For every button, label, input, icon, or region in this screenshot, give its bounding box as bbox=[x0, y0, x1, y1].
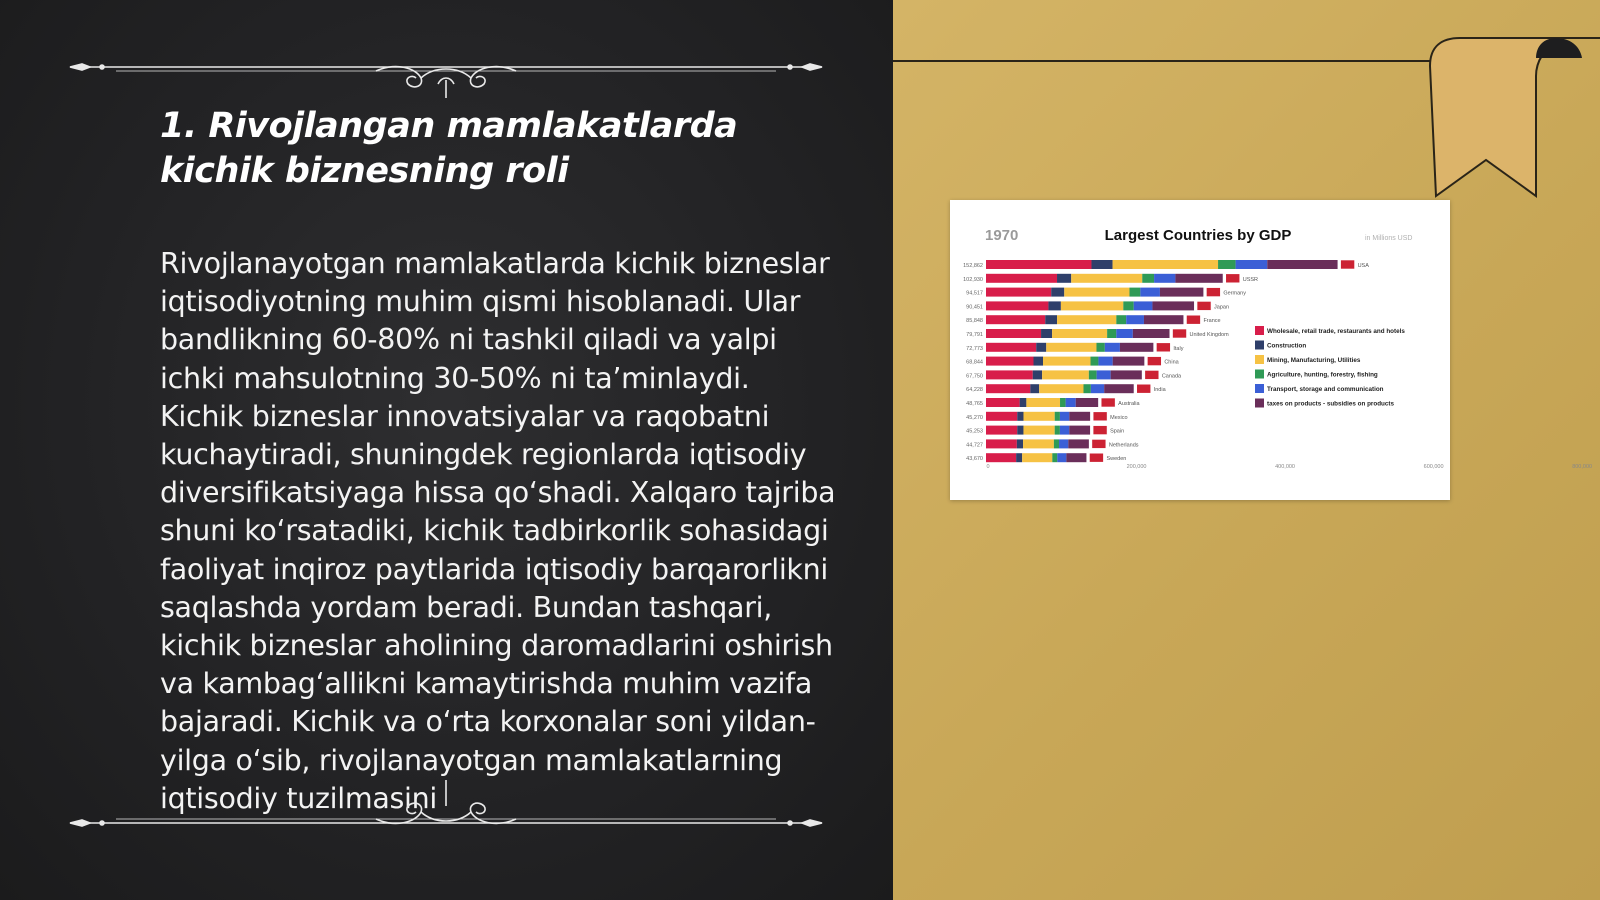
bar-segment bbox=[1068, 439, 1089, 448]
bar-segment bbox=[1054, 439, 1059, 448]
bar-segment bbox=[1113, 260, 1218, 269]
country-label: France bbox=[1203, 318, 1221, 325]
bar-segment bbox=[986, 274, 1057, 283]
bar-segment bbox=[1060, 398, 1066, 407]
country-flag bbox=[1101, 398, 1115, 407]
country-flag bbox=[1093, 426, 1107, 435]
country-label: United Kingdom bbox=[1189, 332, 1229, 338]
x-tick-label: 400,000 bbox=[1275, 464, 1296, 470]
bar-segment bbox=[1267, 260, 1337, 269]
country-label: India bbox=[1153, 387, 1166, 394]
bar-segment bbox=[1017, 426, 1023, 435]
bar-segment bbox=[1096, 343, 1104, 352]
x-tick-label: 600,000 bbox=[1423, 464, 1444, 470]
bar-segment bbox=[1052, 329, 1107, 338]
bar-segment bbox=[1116, 329, 1133, 338]
bar-segment bbox=[986, 357, 1034, 366]
country-label: Sweden bbox=[1106, 456, 1127, 463]
bar-value-label: 85,848 bbox=[966, 318, 983, 325]
bar-segment bbox=[986, 343, 1036, 352]
bar-segment bbox=[1057, 274, 1071, 283]
bar-segment bbox=[1057, 453, 1066, 462]
legend-swatch bbox=[1255, 384, 1264, 393]
bar-segment bbox=[1071, 274, 1142, 283]
country-label: Australia bbox=[1118, 401, 1140, 407]
bar-segment bbox=[1023, 426, 1054, 435]
country-flag bbox=[1147, 357, 1161, 366]
bar-segment bbox=[1126, 315, 1144, 324]
legend-swatch bbox=[1255, 326, 1264, 335]
bar-segment bbox=[986, 370, 1033, 379]
bar-segment bbox=[1048, 301, 1060, 310]
bar-segment bbox=[1046, 343, 1096, 352]
bar-segment bbox=[1218, 260, 1236, 269]
country-flag bbox=[1341, 260, 1355, 269]
bar-segment bbox=[1030, 384, 1039, 393]
country-flag bbox=[1173, 329, 1187, 338]
bar-value-label: 45,253 bbox=[966, 428, 983, 435]
legend-label: Construction bbox=[1267, 342, 1307, 350]
gdp-chart-image bbox=[950, 200, 1593, 500]
bar-value-label: 152,862 bbox=[963, 263, 983, 269]
bar-segment bbox=[1051, 288, 1064, 297]
bar-value-label: 44,727 bbox=[966, 442, 983, 449]
bar-segment bbox=[1033, 370, 1042, 379]
ornament-top bbox=[66, 40, 826, 100]
bar-segment bbox=[1089, 370, 1097, 379]
legend-swatch bbox=[1255, 355, 1264, 364]
bar-segment bbox=[1061, 301, 1123, 310]
bar-segment bbox=[1055, 412, 1060, 421]
chart-title: Largest Countries by GDP bbox=[1104, 227, 1292, 244]
bar-segment bbox=[1236, 260, 1268, 269]
legend-label: Agriculture, hunting, forestry, fishing bbox=[1267, 371, 1378, 379]
bar-segment bbox=[1111, 370, 1142, 379]
bar-segment bbox=[1020, 398, 1027, 407]
bar-segment bbox=[1016, 453, 1022, 462]
country-label: Italy bbox=[1173, 345, 1184, 352]
country-flag bbox=[1145, 370, 1159, 379]
bar-segment bbox=[1123, 301, 1133, 310]
bar-value-label: 43,670 bbox=[966, 456, 983, 463]
bar-segment bbox=[1120, 343, 1153, 352]
country-flag bbox=[1092, 439, 1106, 448]
x-tick-label: 0 bbox=[986, 464, 990, 470]
country-flag bbox=[1093, 412, 1107, 421]
bar-segment bbox=[1055, 426, 1060, 435]
bar-segment bbox=[1069, 412, 1090, 421]
bar-segment bbox=[1160, 288, 1203, 297]
country-flag bbox=[1206, 288, 1220, 297]
bar-segment bbox=[1133, 329, 1170, 338]
bar-segment bbox=[1023, 412, 1054, 421]
divider-line bbox=[893, 60, 1445, 62]
country-flag bbox=[1089, 453, 1103, 462]
bar-value-label: 68,844 bbox=[966, 359, 983, 366]
bookmark-ribbon bbox=[1430, 36, 1600, 200]
bar-segment bbox=[1022, 453, 1052, 462]
bar-value-label: 102,930 bbox=[963, 276, 983, 283]
bar-segment bbox=[1107, 329, 1116, 338]
bar-segment bbox=[986, 412, 1017, 421]
ornament-bottom bbox=[66, 776, 826, 836]
bar-value-label: 79,791 bbox=[966, 332, 983, 338]
legend-label: Wholesale, retail trade, restaurants and hotels bbox=[1267, 328, 1405, 335]
country-flag bbox=[1226, 274, 1240, 283]
bar-segment bbox=[1113, 357, 1145, 366]
bar-segment bbox=[1039, 384, 1083, 393]
country-label: Mexico bbox=[1110, 414, 1128, 421]
bar-segment bbox=[1152, 301, 1194, 310]
country-label: USSR bbox=[1242, 276, 1259, 283]
bar-segment bbox=[1083, 384, 1090, 393]
bar-segment bbox=[1175, 274, 1222, 283]
country-flag bbox=[1186, 315, 1200, 324]
bar-segment bbox=[1134, 301, 1153, 310]
x-tick-label: 200,000 bbox=[1126, 464, 1147, 470]
bar-segment bbox=[1142, 274, 1154, 283]
country-label: Canada bbox=[1161, 373, 1182, 380]
bar-segment bbox=[1066, 453, 1086, 462]
bar-value-label: 45,270 bbox=[966, 414, 983, 421]
bar-segment bbox=[1097, 370, 1111, 379]
bar-segment bbox=[1057, 315, 1116, 324]
bar-value-label: 72,773 bbox=[966, 345, 983, 352]
bar-segment bbox=[986, 301, 1048, 310]
bar-segment bbox=[1144, 315, 1183, 324]
bar-segment bbox=[1060, 412, 1069, 421]
bar-segment bbox=[1034, 357, 1044, 366]
country-label: Japan bbox=[1214, 304, 1230, 311]
bar-segment bbox=[1116, 315, 1126, 324]
slide-title: 1. Rivojlangan mamlakatlarda kichik biznesning roli bbox=[160, 106, 738, 191]
bar-segment bbox=[1129, 288, 1140, 297]
bar-segment bbox=[1104, 384, 1134, 393]
bar-segment bbox=[1042, 370, 1089, 379]
bar-segment bbox=[986, 260, 1091, 269]
legend-swatch bbox=[1255, 370, 1264, 379]
bar-segment bbox=[1076, 398, 1098, 407]
bar-segment bbox=[1026, 398, 1060, 407]
bar-segment bbox=[1017, 412, 1023, 421]
bar-segment bbox=[1098, 357, 1112, 366]
bar-segment bbox=[1069, 426, 1090, 435]
bar-segment bbox=[1017, 439, 1023, 448]
bar-segment bbox=[1023, 439, 1054, 448]
bar-segment bbox=[986, 384, 1030, 393]
legend-swatch bbox=[1255, 399, 1264, 408]
country-flag bbox=[1197, 301, 1211, 310]
bar-segment bbox=[986, 439, 1017, 448]
legend-swatch bbox=[1255, 341, 1264, 350]
bar-segment bbox=[986, 315, 1045, 324]
legend-label: taxes on products - subsidies on products bbox=[1267, 400, 1395, 408]
country-label: USA bbox=[1357, 263, 1369, 269]
legend-label: Transport, storage and communication bbox=[1267, 386, 1384, 393]
chart-year: 1970 bbox=[985, 227, 1019, 244]
country-flag bbox=[1156, 343, 1170, 352]
bar-segment bbox=[986, 329, 1041, 338]
bar-segment bbox=[986, 288, 1051, 297]
chart-unit: in Millions USD bbox=[1365, 235, 1413, 242]
bar-segment bbox=[1059, 439, 1068, 448]
bar-segment bbox=[1091, 357, 1099, 366]
bar-value-label: 90,451 bbox=[966, 304, 983, 311]
bar-value-label: 67,750 bbox=[966, 373, 983, 380]
bar-segment bbox=[1091, 384, 1104, 393]
bar-value-label: 94,517 bbox=[966, 290, 983, 297]
country-flag bbox=[1137, 384, 1151, 393]
chart-legend bbox=[1255, 326, 1405, 408]
bar-segment bbox=[1091, 260, 1112, 269]
bar-segment bbox=[1066, 398, 1076, 407]
bar-segment bbox=[1105, 343, 1120, 352]
country-label: Netherlands bbox=[1108, 442, 1139, 449]
bar-segment bbox=[1052, 453, 1057, 462]
country-label: China bbox=[1164, 359, 1179, 366]
bar-segment bbox=[1064, 288, 1129, 297]
country-label: Germany bbox=[1223, 290, 1247, 297]
legend-label: Mining, Manufacturing, Utilities bbox=[1267, 357, 1361, 364]
bar-value-label: 48,765 bbox=[966, 401, 983, 407]
bar-segment bbox=[1036, 343, 1046, 352]
bar-segment bbox=[1041, 329, 1052, 338]
bar-value-label: 64,228 bbox=[966, 387, 983, 394]
bar-segment bbox=[986, 398, 1020, 407]
slide-body-text: Rivojlanayotgan mamlakatlarda kichik bizneslar iqtisodiyotning muhim qismi hisoblanadi. Ular bandlikning 60-80% ni tashkil qiladi va yalpi ichki mahsulotning 30-50% ni ta’minlaydi. Kichik bizneslar innovatsiyalar va raqobatni kuchaytiradi, shuningdek regionlarda iqtisodiy diversifikatsiyaga hissa qo‘shadi. Xalqaro tajriba shuni ko‘rsatadiki, kichik tadbirkorlik sohasidagi faoliyat inqiroz paytlarida iqtisodiy barqarorlikni saqlashda yordam beradi. Bundan tashqari, kichik bizneslar aholining daromadlarini oshirish va kambag‘allikni kamaytirishda muhim vazifa bajaradi. Kichik va o‘rta korxonalar soni yildan-yilga o‘sib, rivojlanayotgan mamlakatlarning iqtisodiy tuzilmasini bbox=[160, 247, 836, 815]
bar-segment bbox=[1140, 288, 1160, 297]
country-label: Spain bbox=[1110, 428, 1125, 435]
x-tick-label: 800,000 bbox=[1572, 464, 1593, 470]
bar-segment bbox=[1060, 426, 1069, 435]
bar-segment bbox=[1043, 357, 1091, 366]
bar-segment bbox=[986, 426, 1017, 435]
bar-segment bbox=[986, 453, 1016, 462]
bar-segment bbox=[1045, 315, 1057, 324]
bar-segment bbox=[1154, 274, 1175, 283]
